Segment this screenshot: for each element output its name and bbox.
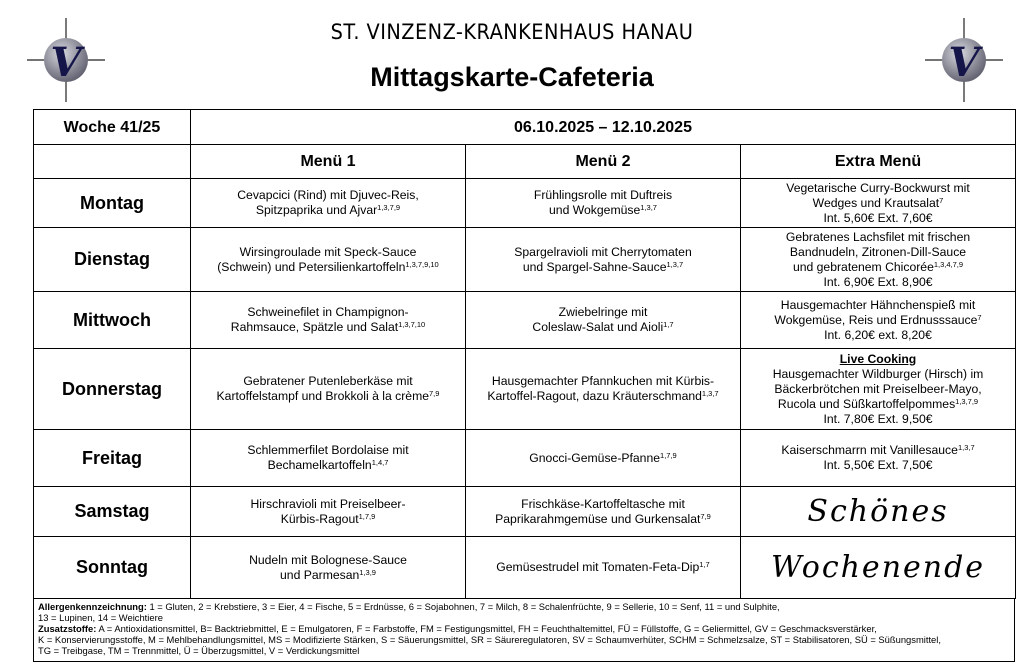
day-name: Samstag (34, 487, 191, 537)
allergen-text: 1 = Gluten, 2 = Krebstiere, 3 = Eier, 4 = Fische, 5 = Erdnüsse, 6 = Sojabohnen, 7 = Milch, 8 = Schalenfrüchte, 9 = Sellerie, 10 = Senf, 11 = und Sulphite, (149, 601, 780, 612)
day-name: Montag (34, 179, 191, 228)
header-menu-2: Menü 2 (466, 145, 741, 179)
day-name: Freitag (34, 430, 191, 487)
table-row (34, 179, 1016, 228)
extra-menu-dish: Kaiserschmarrn mit Vanillesauce$^{1,3,7}$ Int. 5,50€ Ext. 7,50€ (741, 430, 1016, 487)
menu-1-dish: Schweinefilet in Champignon- Rahmsauce, Spätzle und Salat$^{1,3,7,10}$ (191, 292, 466, 349)
live-cooking-label: Live Cooking (839, 351, 917, 366)
header-row (34, 145, 1016, 179)
week-dates: 06.10.2025 – 12.10.2025 (191, 110, 1016, 145)
additive-text: A = Antioxidationsmittel, B= Backtriebmittel, E = Emulgatoren, F = Farbstoffe, FM = Festigungsmittel, FH = Feuchthaltemittel, FÜ = Füllstoffe, G = Geliermittel, GV = Geschmacksverstärker, (98, 623, 877, 634)
price: Int. 6,20€ ext. 8,20€ (824, 327, 932, 342)
menu-2-dish: Spargelravioli mit Cherrytomaten und Spargel-Sahne-Sauce$^{1,3,7}$ (466, 228, 741, 292)
weekend-greeting-1: Schönes (741, 487, 1016, 537)
price: Int. 7,80€ Ext. 9,50€ (823, 411, 933, 426)
header-menu-1: Menü 1 (191, 145, 466, 179)
table-row (34, 487, 1016, 537)
menu-1-dish: Cevapcici (Rind) mit Djuvec-Reis, Spitzpaprika und Ajvar$^{1,3,7,9}$ (191, 179, 466, 228)
price: Int. 6,90€ Ext. 8,90€ (823, 274, 933, 289)
menu-1-dish: Hirschravioli mit Preiselbeer- Kürbis-Ragout$^{1,7,9}$ (191, 487, 466, 537)
allergen-label: Allergenkennzeichnung: (38, 601, 147, 612)
header-extra-menu: Extra Menü (741, 145, 1016, 179)
menu-2-dish: Frischkäse-Kartoffeltasche mit Paprikarahmgemüse und Gurkensalat$^{7,9}$ (466, 487, 741, 537)
allergen-text-2: 13 = Lupinen, 14 = Weichtiere (38, 612, 163, 623)
additive-text-3: TG = Treibgase, TM = Trennmittel, Ü = Überzugsmittel, V = Verdickungsmittel (38, 645, 360, 656)
price: Int. 5,50€ Ext. 7,50€ (823, 458, 933, 472)
weekend-greeting-2: Wochenende (741, 537, 1016, 599)
week-label: Woche 41/25 (34, 110, 191, 145)
menu-1-dish: Wirsingroulade mit Speck-Sauce (Schwein) und Petersilienkartoffeln$^{1,3,7,9,10}$ (191, 228, 466, 292)
table-row (34, 349, 1016, 430)
table-row (34, 228, 1016, 292)
page-title: Mittagskarte-Cafeteria (370, 62, 654, 92)
menu-1-dish: Schlemmerfilet Bordolaise mit Bechamelkartoffeln$^{1,4,7}$ (191, 430, 466, 487)
header-empty (34, 145, 191, 179)
menu-table (33, 109, 1016, 599)
table-row (34, 537, 1016, 599)
table-row (34, 292, 1016, 349)
day-name: Dienstag (34, 228, 191, 292)
hospital-name: ST. VINZENZ-KRANKENHAUS HANAU (330, 20, 694, 44)
menu-1-dish: Gebratener Putenleberkäse mit Kartoffelstampf und Brokkoli à la crème$^{7,9}$ (191, 349, 466, 430)
menu-1-dish: Nudeln mit Bolognese-Sauce und Parmesan$^{1,3,9}$ (191, 537, 466, 599)
table-row (34, 430, 1016, 487)
allergen-notes (33, 598, 1015, 662)
day-name: Sonntag (34, 537, 191, 599)
extra-menu-dish: Gebratenes Lachsfilet mit frischen Bandnudeln, Zitronen-Dill-Sauce und gebratenem Chicorée$^{1,3,4,7,9}$ Int. 6,90€ Ext. 8,90€ (741, 228, 1016, 292)
price: Int. 5,60€ Ext. 7,60€ (823, 210, 933, 225)
day-name: Donnerstag (34, 349, 191, 430)
week-row (34, 110, 1016, 145)
svg-text:V: V (948, 39, 980, 86)
extra-menu-dish: Hausgemachter Hähnchenspieß mit Wokgemüse, Reis und Erdnusssauce$^7$ Int. 6,20€ ext. 8,20€ (741, 292, 1016, 349)
day-name: Mittwoch (34, 292, 191, 349)
extra-menu-dish: Vegetarische Curry-Bockwurst mit Wedges und Krautsalat$^7$ Int. 5,60€ Ext. 7,60€ (741, 179, 1016, 228)
menu-2-dish: Frühlingsrolle mit Duftreis und Wokgemüse$^{1,3,7}$ (466, 179, 741, 228)
additive-label: Zusatzstoffe: (38, 623, 97, 634)
menu-2-dish: Zwiebelringe mit Coleslaw-Salat und Aioli$^{1,7}$ (466, 292, 741, 349)
extra-menu-dish: Live Cooking Hausgemachter Wildburger (Hirsch) im Bäckerbrötchen mit Preiselbeer-Mayo, Rucola und Süßkartoffelpommes$^{1,3,7,9}$ Int. 7,80€ Ext. 9,50€ (741, 349, 1016, 430)
menu-2-dish: Gemüsestrudel mit Tomaten-Feta-Dip$^{1,7}$ (466, 537, 741, 599)
menu-2-dish: Hausgemachter Pfannkuchen mit Kürbis- Kartoffel-Ragout, dazu Kräuterschmand$^{1,3,7}$ (466, 349, 741, 430)
menu-2-dish: Gnocci-Gemüse-Pfanne$^{1,7,9}$ (466, 430, 741, 487)
additive-text-2: K = Konservierungsstoffe, M = Mehlbehandlungsmittel, MS = Modifizierte Stärken, S = Säuerungsmittel, SR = Säureregulatoren, SV = Schaumverhüter, SCHM = Schmelzsalze, ST = Stabilisatoren, SÜ = Süßungsmittel, (38, 634, 941, 645)
svg-text:V: V (50, 39, 82, 86)
